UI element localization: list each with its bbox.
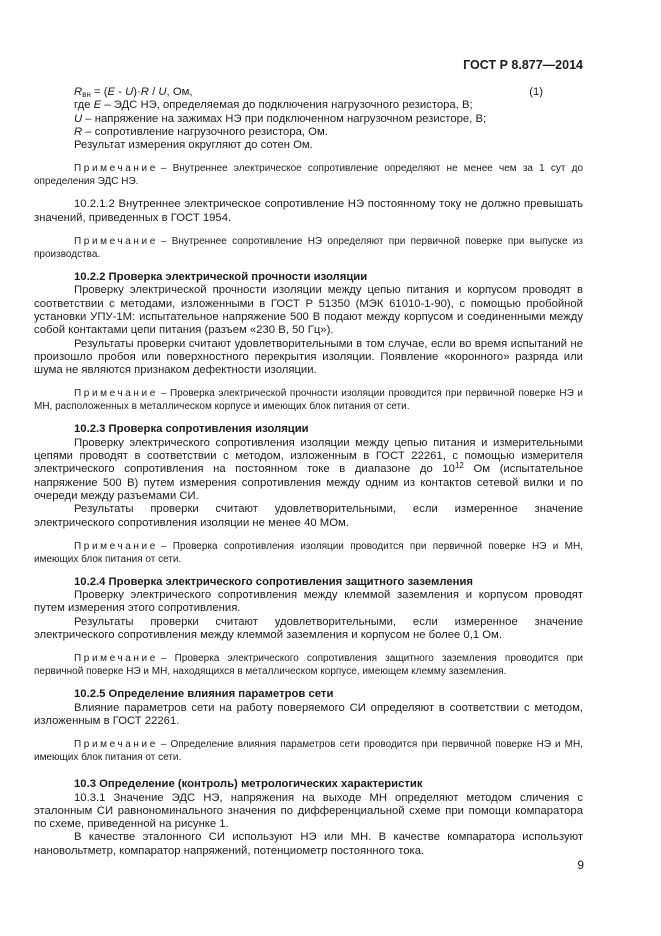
heading-10-2-4: 10.2.4 Проверка электрического сопротивления защитного заземления [74,575,473,588]
where-e-description: – ЭДС НЭ, определяемая до подключения нагрузочного резистора, В; [101,99,473,112]
note-label: Примечание [74,236,158,248]
formula-divide: / [148,86,159,98]
formula-unit: , Ом, [166,86,193,98]
paragraph-10-3-1: 10.3.1 Значение ЭДС НЭ, напряжения на выходе МН определяют методом сличения с эталонным СИ равнономинального значения по дифференциальной схеме при помощи компаратора по схеме, приведенной на рисунке 1. [34,791,583,831]
note-label: Примечание [74,388,158,400]
paragraph-10-3-1-comparator: В качестве эталонного СИ используют НЭ или МН. В качестве компаратора используют нановольтметр, компаратор напряжений, потенциометр постоянного тока. [34,831,583,857]
formula-var-u1: U [125,86,134,98]
paragraph-10-2-3-text-pre: Проверку электрического сопротивления изоляции между цепью питания и измерительными цепями проводят в соответствии с методом, изложенным в ГОСТ 22261, с помощью измерителя электрического сопротивления на постоянном токе в диапазоне до 10 [34,436,583,476]
note-3-text: – Проверка электрической прочности изоляции проводится при первичной поверке НЭ и МН, расположенных в металлическом корпусе и имеющих блок питания от сети. [34,388,583,413]
formula-expression [74,86,193,99]
note-6-text: – Определение влияния параметров сети проводится при первичной поверке НЭ и МН, имеющих блок питания от сети. [34,739,583,764]
paragraph-10-2-2-method: Проверку электрической прочности изоляции между цепью питания и корпусом проводят в соответствии с методами, изложенными в ГОСТ Р 51350 (МЭК 61010-1-90), с помощью пробойной установки УПУ-1М: испытательное напряжение 500 В подают между корпусом и соединенными между собой контактами цепи питания (разъем «230 В, 50 Гц»). [34,284,583,337]
note-label: Примечание [74,653,158,665]
page-content [34,58,583,858]
formula-var-r2: R [140,86,149,98]
where-line-e [74,99,583,112]
doc-code-header: ГОСТ Р 8.877—2014 [463,58,583,72]
where-lead: где [74,99,94,112]
where-r-description: – сопротивление нагрузочного резистора, Ом. [82,125,328,138]
note-1-text: – Внутреннее электрическое сопротивление определяют не менее чем за 1 сут до определения ЭДС НЭ. [34,163,583,188]
note-label: Примечание [74,540,158,552]
exponent-12: 12 [454,461,464,471]
note-4 [34,540,583,566]
formula-var-r: R [74,86,83,98]
where-line-r [74,126,583,139]
note-6 [34,738,583,764]
formula-equals-open: = ( [90,86,108,98]
note-1 [34,162,583,188]
note-4-text: – Проверка сопротивления изоляции проводится при первичной поверке НЭ и МН, имеющих блок питания от сети. [34,540,583,565]
result-rounding-line: Результат измерения округляют до сотен Ом. [74,139,313,152]
where-var-e: E [93,99,102,112]
paragraph-10-2-4-results: Результаты проверки считают удовлетворительными, если измеренное значение электрического сопротивления между клеммой заземления и корпусом не более 0,1 Ом. [34,615,583,642]
where-line-u [74,113,583,126]
paragraph-10-2-5: Влияние параметров сети на работу поверяемого СИ определяют в соответствии с методом, изложенным в ГОСТ 22261. [34,701,583,727]
note-2-text: – Внутреннее сопротивление НЭ определяют при первичной поверке при выпуске из производства. [34,236,583,261]
formula-var-e: E [107,86,116,98]
paragraph-10-2-2-results: Результаты проверки считают удовлетворительными в том случае, если во время испытаний не произошло пробоя или поверхностного перекрытия изоляции. Появление «коронного» разряда или шума не являются признаком дефектности изоляции. [34,337,583,377]
heading-10-2-2: 10.2.2 Проверка электрической прочности изоляции [74,271,368,284]
paragraph-10-2-3-method [34,437,583,503]
formula-subscript-vn: вн [82,90,91,99]
note-2 [34,235,583,261]
formula-minus: - [115,86,126,98]
note-5-text: – Проверка электрического сопротивления защитного заземления проводится при первичной поверке НЭ и МН, находящихся в металлическом корпусе, имеющем клемму заземления. [34,653,583,678]
where-u-description: – напряжение на зажимах НЭ при подключенном нагрузочном резисторе, В; [82,112,487,125]
heading-10-3: 10.3 Определение (контроль) метрологических характеристик [74,778,423,791]
formula-number: (1) [529,86,543,98]
paragraph-10-2-3-text-post: Ом (испытательное напряжение 500 В) путем измерения сопротивления между одним из контактов сетевой вилки и по очереди между разъемами СИ. [34,463,583,502]
formula-block [74,86,583,152]
note-label: Примечание [74,163,158,175]
paragraph-10-2-1-2: 10.2.1.2 Внутреннее электрическое сопротивление НЭ постоянному току не должно превышать значений, приведенных в ГОСТ 1954. [34,198,583,224]
formula-row [74,86,583,99]
formula-var-u2: U [158,86,167,98]
paragraph-10-2-3-results: Результаты проверки считают удовлетворительными, если измеренное значение электрического сопротивления изоляции не менее 40 МОм. [34,503,583,529]
formula-close-multiply: )· [133,86,141,98]
note-label: Примечание [74,739,158,751]
heading-10-2-3: 10.2.3 Проверка сопротивления изоляции [74,423,309,436]
where-var-u: U [74,112,83,125]
heading-10-2-5: 10.2.5 Определение влияния параметров сети [74,688,334,701]
note-5 [34,652,583,678]
page-number: 9 [577,858,584,872]
note-3 [34,387,583,413]
paragraph-10-2-4-method: Проверку электрического сопротивления между клеммой заземления и корпусом проводят путем измерения этого сопротивления. [34,589,583,615]
where-var-r: R [74,125,83,138]
